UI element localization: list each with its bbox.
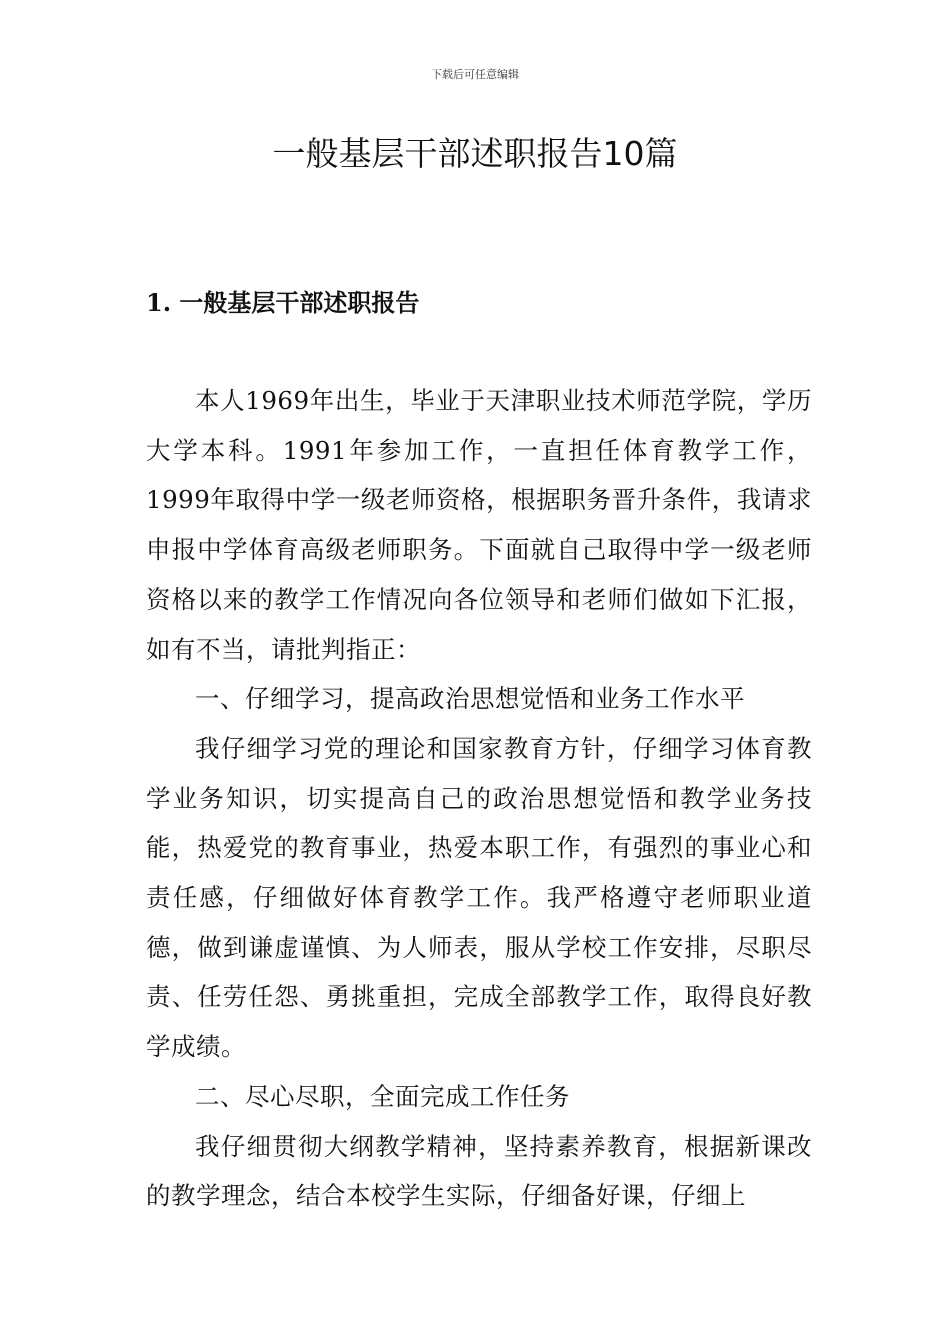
- paragraph-study: 我仔细学习党的理论和国家教育方针，仔细学习体育教学业务知识，切实提高自己的政治思想觉悟和教学业务技能，热爱党的教育事业，热爱本职工作，有强烈的事业心和责任感，仔细做好体育教学工作。我严格遵守老师职业道德，做到谦虚谨慎、为人师表，服从学校工作安排，尽职尽责、任劳任怨、勇挑重担，完成全部教学工作，取得良好教学成绩。: [146, 733, 812, 1062]
- header-note: 下载后可任意编辑: [431, 68, 519, 81]
- paragraph-intro: 本人1969年出生，毕业于天津职业技术师范学院，学历大学本科。1991年参加工作，一直担任体育教学工作，1999年取得中学一级老师资格，根据职务晋升条件，我请求申报中学体育高级老师职务。下面就自己取得中学一级老师资格以来的教学工作情况向各位领导和老师们做如下汇报，如有不当，请批判指正：: [146, 386, 812, 664]
- subheading-2: 二、尽心尽职，全面完成工作任务: [195, 1081, 570, 1111]
- section-heading: 1. 一般基层干部述职报告: [146, 288, 420, 317]
- document-title: 一般基层干部述职报告10篇: [272, 134, 678, 173]
- paragraph-work: 我仔细贯彻大纲教学精神，坚持素养教育，根据新课改的教学理念，结合本校学生实际，仔细备好课，仔细上: [146, 1131, 812, 1211]
- document-body: [146, 376, 812, 1221]
- subheading-1: 一、仔细学习，提高政治思想觉悟和业务工作水平: [195, 684, 745, 714]
